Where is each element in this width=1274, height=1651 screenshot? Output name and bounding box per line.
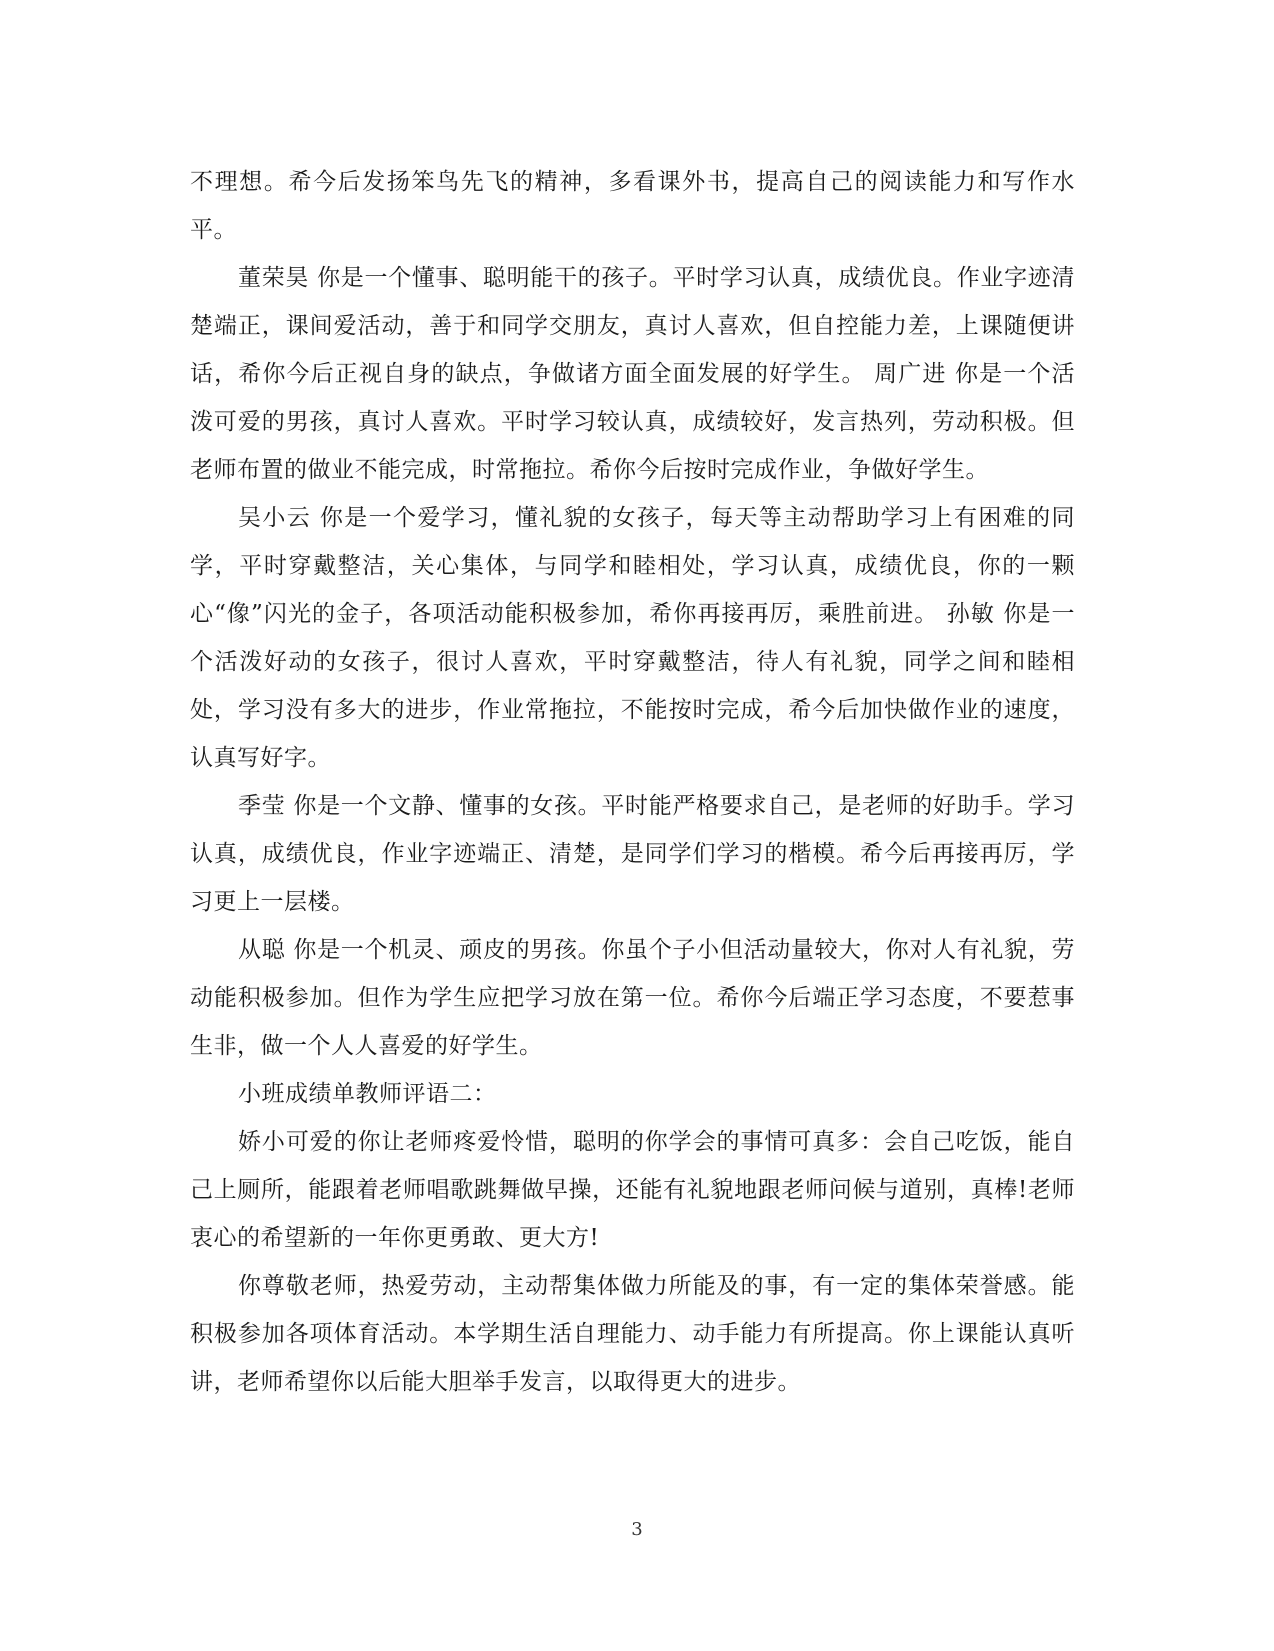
- paragraph-4: 季莹 你是一个文静、懂事的女孩。平时能严格要求自己，是老师的好助手。学习认真，成绩优良，作业字迹端正、清楚，是同学们学习的楷模。希今后再接再厉，学习更上一层楼。: [190, 793, 1075, 915]
- paragraph-5: 从聪 你是一个机灵、顽皮的男孩。你虽个子小但活动量较大，你对人有礼貌，劳动能积极参加。但作为学生应把学习放在第一位。希你今后端正学习态度，不要惹事生非，做一个人人喜爱的好学生。: [190, 937, 1075, 1059]
- page-number: 3: [631, 1519, 643, 1540]
- paragraph-3: 吴小云 你是一个爱学习，懂礼貌的女孩子，每天等主动帮助学习上有困难的同学，平时穿戴整洁，关心集体，与同学和睦相处，学习认真，成绩优良，你的一颗心“像”闪光的金子，各项活动能积极参加，希你再接再厉，乘胜前进。 孙敏 你是一个活泼好动的女孩子，很讨人喜欢，平时穿戴整洁，待人有礼貌，同学之间和睦相处，学习没有多大的进步，作业常拖拉，不能按时完成，希今后加快做作业的速度，认真写好字。: [190, 505, 1075, 771]
- paragraph-1: 不理想。希今后发扬笨鸟先飞的精神，多看课外书，提高自己的阅读能力和写作水平。: [190, 169, 1075, 243]
- section-heading: 小班成绩单教师评语二：: [238, 1081, 497, 1107]
- paragraph-7: 娇小可爱的你让老师疼爱怜惜，聪明的你学会的事情可真多：会自己吃饭，能自己上厕所，能跟着老师唱歌跳舞做早操，还能有礼貌地跟老师问候与道别，真棒!老师衷心的希望新的一年你更勇敢、更大方!: [190, 1129, 1075, 1251]
- paragraph-8: 你尊敬老师，热爱劳动，主动帮集体做力所能及的事，有一定的集体荣誉感。能积极参加各项体育活动。本学期生活自理能力、动手能力有所提高。你上课能认真听讲，老师希望你以后能大胆举手发言，以取得更大的进步。: [190, 1273, 1075, 1395]
- paragraph-2: 董荣昊 你是一个懂事、聪明能干的孩子。平时学习认真，成绩优良。作业字迹清楚端正，课间爱活动，善于和同学交朋友，真讨人喜欢，但自控能力差，上课随便讲话，希你今后正视自身的缺点，争做诸方面全面发展的好学生。 周广进 你是一个活泼可爱的男孩，真讨人喜欢。平时学习较认真，成绩较好，发言热列，劳动积极。但老师布置的做业不能完成，时常拖拉。希你今后按时完成作业，争做好学生。: [190, 265, 1075, 483]
- document-body: [190, 158, 1075, 1406]
